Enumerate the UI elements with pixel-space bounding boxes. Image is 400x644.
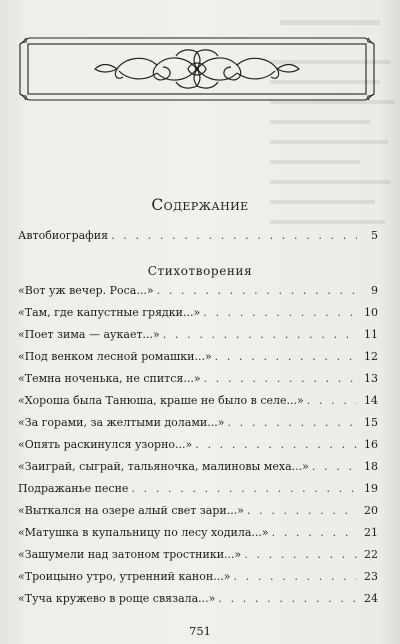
toc-entry-title: «За горами, за желтыми долами...» — [18, 416, 225, 429]
toc-entry — [18, 482, 378, 498]
toc-entry — [18, 504, 378, 520]
toc-entry-page: 19 — [364, 482, 378, 495]
toc-entry-title: «Выткался на озере алый свет зари...» — [18, 504, 244, 517]
toc-entry — [18, 570, 378, 586]
leader-dots — [247, 504, 357, 517]
toc-entry — [18, 460, 378, 476]
toc-entry — [18, 526, 378, 542]
toc-entry-page: 18 — [364, 460, 378, 473]
toc-entry-title: «Опять раскинулся узорно...» — [18, 438, 193, 451]
toc-entry-title: Автобиография — [18, 229, 109, 242]
toc-entry-title: «Вот уж вечер. Роса...» — [18, 284, 154, 297]
toc-entry-page: 14 — [364, 394, 378, 407]
leader-dots — [163, 328, 357, 341]
leader-dots — [272, 526, 357, 539]
toc-entry-title: «Заиграй, сыграй, тальяночка, малиновы меха...» — [18, 460, 309, 473]
section-heading: Стихотворения — [147, 264, 253, 278]
toc-entry-page: 24 — [364, 592, 378, 605]
leader-dots — [215, 350, 357, 363]
toc-entry — [18, 306, 378, 322]
toc-entry — [18, 416, 378, 432]
toc-entry-title: «Зашумели над затоном тростники...» — [18, 548, 242, 561]
leader-dots — [244, 548, 357, 561]
toc-entry — [18, 394, 378, 410]
toc-entry-page: 5 — [371, 229, 378, 242]
leader-dots — [195, 438, 357, 451]
toc-entry-page: 23 — [364, 570, 378, 583]
toc-entry-title: «Матушка в купальницу по лесу ходила...» — [18, 526, 269, 539]
toc-entry — [18, 229, 378, 245]
toc-entry — [18, 372, 378, 388]
toc-entry-title: Подражанье песне — [18, 482, 129, 495]
toc-entry — [18, 592, 378, 608]
leader-dots — [218, 592, 357, 605]
leader-dots — [227, 416, 357, 429]
leader-dots — [307, 394, 357, 407]
contents-heading: Содержание — [151, 196, 249, 214]
toc-entry — [18, 328, 378, 344]
toc-entry-page: 16 — [364, 438, 378, 451]
leader-dots — [312, 460, 357, 473]
toc-entry-page: 12 — [364, 350, 378, 363]
toc-entry-title: «Там, где капустные грядки...» — [18, 306, 201, 319]
toc-entry-page: 20 — [364, 504, 378, 517]
toc-entry-title: «Темна ноченька, не спится...» — [18, 372, 201, 385]
leader-dots — [111, 229, 357, 242]
flourish-center-dot — [195, 67, 199, 71]
toc-entry — [18, 548, 378, 564]
toc-entry-page: 10 — [364, 306, 378, 319]
toc-entry-page: 22 — [364, 548, 378, 561]
toc-entry-title: «Троицыно утро, утренний канон...» — [18, 570, 231, 583]
toc-entry — [18, 438, 378, 454]
toc-entry-page: 9 — [371, 284, 378, 297]
toc-entry-page: 15 — [364, 416, 378, 429]
toc-entry — [18, 284, 378, 300]
page-number: 751 — [189, 624, 211, 638]
toc-entry-title: «Хороша была Танюша, краше не было в селе...» — [18, 394, 304, 407]
toc-entry-page: 13 — [364, 372, 378, 385]
toc-entry-page: 11 — [364, 328, 378, 341]
toc-entry-title: «Туча кружево в роще связала...» — [18, 592, 216, 605]
toc-entry — [18, 350, 378, 366]
toc-entry-title: «Поет зима — аукает...» — [18, 328, 160, 341]
leader-dots — [233, 570, 357, 583]
toc-entry-title: «Под венком лесной ромашки...» — [18, 350, 212, 363]
toc-entry-page: 21 — [364, 526, 378, 539]
decorative-frame-ornament — [16, 34, 378, 104]
leader-dots — [204, 372, 357, 385]
leader-dots — [157, 284, 357, 297]
leader-dots — [203, 306, 357, 319]
leader-dots — [131, 482, 357, 495]
